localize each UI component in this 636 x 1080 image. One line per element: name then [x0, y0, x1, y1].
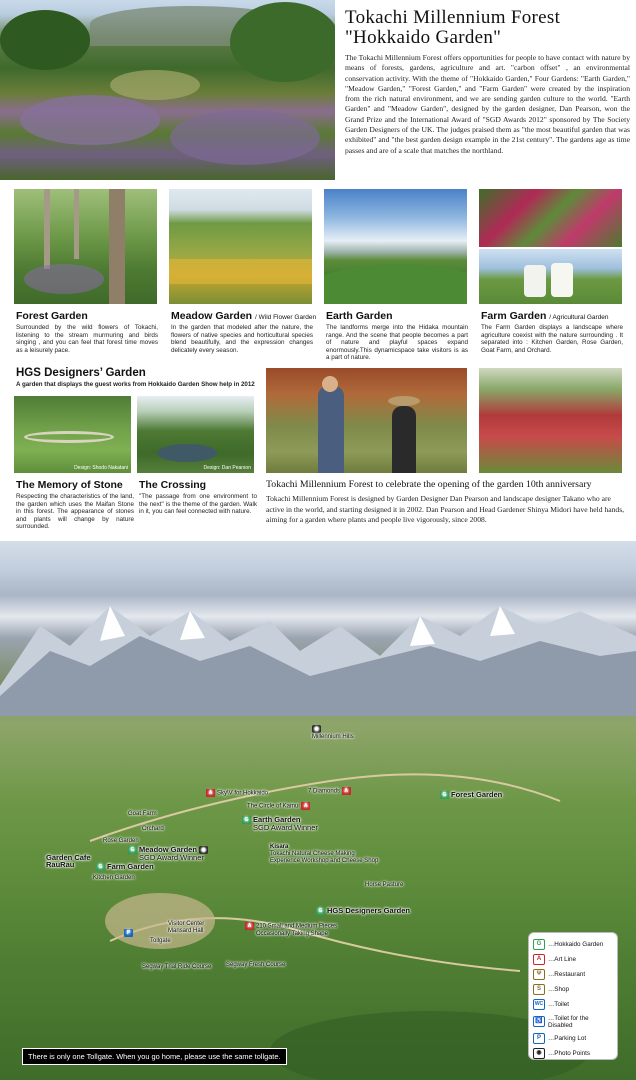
camera-icon: ◉ — [312, 725, 321, 733]
legend-item: Ψ …Restaurant — [533, 967, 613, 982]
map-label-rose-garden[interactable]: Rose Garden — [103, 838, 139, 844]
hgs-item-title: The Crossing — [139, 479, 207, 491]
garden-description: In the garden that modeled after the nature, the flowers of native species and horticultural species blend beautifully, and the expression changes delicately every season. — [171, 324, 313, 354]
map-label-segway-trial[interactable]: Segway Trial Ride Course — [142, 964, 212, 970]
tollgate-notice: There is only one Tollgate. When you go home, please use the same tollgate. — [22, 1048, 287, 1065]
garden-description: The Farm Garden displays a landscape where agriculture coexist with the nature surrounding . It separated into : Kitchen Garden, Rose Garden, Goat Farm, and Orchard. — [481, 324, 623, 354]
hgs-item-title: The Memory of Stone — [16, 479, 123, 491]
hero-garden-photo — [0, 0, 335, 180]
map-label-segway-fresh[interactable]: Segway Fresh Course — [226, 962, 286, 968]
garden-icon: G — [128, 846, 137, 854]
garden-icon: G — [242, 816, 251, 824]
garden-title: Meadow Garden / Wild Flower Garden — [171, 310, 317, 322]
hgs-section-description: A garden that displays the guest works from Hokkaido Garden Show help in 2012 — [16, 381, 255, 388]
map-label-circle-of-kamui[interactable]: The Circle of Kamui A — [247, 802, 312, 811]
map-label-goat-farm[interactable]: Goat Farm — [128, 811, 157, 817]
legend-item: S …Shop — [533, 982, 613, 997]
map-label-kisara[interactable]: Kisara Tokachi Natural Cheese Making Experience Workshop and Cheese Shop — [270, 844, 379, 864]
hgs-item-description: Respecting the characteristics of the land, the garden which uses the Maifan Stone in this forest. The appearance of stones and plants will change by nature surrounded. — [16, 493, 134, 531]
earth-garden-photo — [324, 189, 467, 304]
title-line-2: "Hokkaido Garden" — [345, 27, 502, 48]
garden-icon: G — [96, 863, 105, 871]
art-line-icon: A — [206, 789, 215, 797]
map-label-small-medium-pieces[interactable]: A 210 Small and Medium Pieces Occasionally Taking Shape — [245, 922, 337, 938]
art-line-icon: A — [245, 922, 254, 930]
farm-garden-rose-photo — [479, 189, 622, 247]
hgs-item-description: "The passage from one environment to the next" is the theme of the garden. Walk in it, you can feel connected with nature. — [139, 493, 257, 516]
map-label-garden-cafe[interactable]: Garden Cafe RauRau — [46, 853, 91, 869]
legend-item: ◉ …Photo Points — [533, 1046, 613, 1061]
shop-icon: S — [533, 984, 545, 995]
map-label-seven-diamonds[interactable]: 7 Diamonds A — [308, 787, 353, 796]
garden-description: Surrounded by the wild flowers of Tokachi, listening to the stream murmuring and birds singing , and you can feel that forest time moves as a leisurely pace. — [16, 324, 158, 354]
farm-garden-goat-photo — [479, 249, 622, 304]
title-line-1: Tokachi Millennium Forest — [345, 7, 561, 28]
map-label-millennium-hills[interactable]: ◉ Millennium Hills — [312, 726, 354, 740]
forest-garden-photo — [14, 189, 157, 304]
legend-item: A …Art Line — [533, 952, 613, 967]
red-flower-border-photo — [479, 368, 622, 473]
map-label-parking[interactable] — [124, 929, 135, 938]
design-credit: Design: Dan Pearson — [203, 465, 251, 471]
page-title — [345, 8, 630, 48]
parking-icon: P — [124, 929, 133, 937]
meadow-garden-photo — [169, 189, 312, 304]
garden-icon: G — [533, 939, 545, 950]
hgs-section-title: HGS Designers’ Garden — [16, 367, 146, 379]
map-label-horse-pasture[interactable]: Horse Pasture — [365, 882, 404, 888]
camera-icon: ◉ — [199, 846, 208, 854]
art-line-icon: A — [533, 954, 545, 965]
legend-item: G …Hokkaido Garden — [533, 937, 613, 952]
anniversary-title: Tokachi Millennium Forest to celebrate the opening of the garden 10th anniversary — [266, 479, 592, 490]
restaurant-icon: Ψ — [533, 969, 545, 980]
toilet-icon: WC — [533, 999, 545, 1010]
anniversary-description: Tokachi Millennium Forest is designed by Garden Designer Dan Pearson and landscape designer Takano who are active in the world, and starting designed it in 2002. Dan Pearson and Head Gardener Shinya Midori have held hands, aiming for a garden where plants and people live vigorously, since 2008. — [266, 494, 625, 525]
map-label-forest-garden[interactable]: G Forest Garden — [440, 791, 502, 799]
map-legend — [528, 932, 618, 1060]
map-label-earth-garden[interactable]: G Earth Garden SGD Award Winner — [242, 816, 318, 831]
garden-icon: G — [316, 907, 325, 915]
memory-of-stone-photo — [14, 396, 131, 473]
design-credit: Design: Shodo Nakatani — [74, 465, 128, 471]
art-line-icon: A — [342, 787, 351, 795]
intro-paragraph: The Tokachi Millennium Forest offers opportunities for people to have contact with nature by means of forests, gardens, agriculture and art. "carbon offset" , an environmental conservation activity. With the theme of "Hokkaido Garden," Four Gardens: "Earth Garden," "Meadow Garden," "Forest Garden," and "Farm Garden" were created by the inspiration from the rich natural environment, and we are sending garden culture to the world. "Earth Garden" and "Meadow Garden", designed by the garden designer, Dan Pearson, won the Grand Prize and the International Award of "SGD Awards 2012" sponsored by The Society Garden Designers of the UK. The judges praised them as "the most beautiful garden that was exhibited" and "the best garden design example in the 21st century". The gardens age as time passes and are of a scale that matches the northland. — [345, 53, 630, 155]
legend-item: WC …Toilet — [534, 1001, 569, 1008]
header-text-block — [345, 8, 630, 156]
garden-description: The landforms merge into the Hidaka mountain range. And the scene that people becomes a part of nature and playful spaces expand enormously.This dynamicspace take visitors is as a part of nature. — [326, 324, 468, 362]
map-label-orchard[interactable]: Orchard — [142, 826, 164, 832]
parking-icon: P — [533, 1033, 545, 1044]
garden-title: Earth Garden — [326, 310, 393, 322]
map-label-hgs-garden[interactable]: G HGS Designers Garden — [316, 907, 410, 915]
legend-item: P …Parking Lot — [533, 1031, 613, 1046]
map-label-meadow-garden[interactable]: G Meadow Garden ◉ SGD Award Winner — [128, 846, 210, 861]
the-crossing-photo — [137, 396, 254, 473]
map-label-kitchen-garden[interactable]: Kitchen Garden — [93, 875, 135, 881]
map-label-sky-v[interactable]: A Sky\V for Hokkaido — [206, 789, 268, 798]
garden-title: Farm Garden / Agricultural Garden — [481, 310, 609, 322]
legend-item: ♿ …Toilet for the Disabled — [533, 1012, 613, 1031]
garden-title: Forest Garden — [16, 310, 88, 322]
map-label-tollgate[interactable]: Tollgate — [150, 938, 171, 944]
map-label-farm-garden[interactable]: G Farm Garden — [96, 863, 154, 871]
designers-portrait-photo — [266, 368, 467, 473]
art-line-icon: A — [301, 802, 310, 810]
map-label-visitor-center[interactable]: Visitor Center Mansard Hall — [168, 921, 205, 934]
garden-icon: G — [440, 791, 449, 799]
accessible-toilet-icon: ♿ — [533, 1016, 545, 1027]
camera-icon: ◉ — [533, 1048, 545, 1059]
